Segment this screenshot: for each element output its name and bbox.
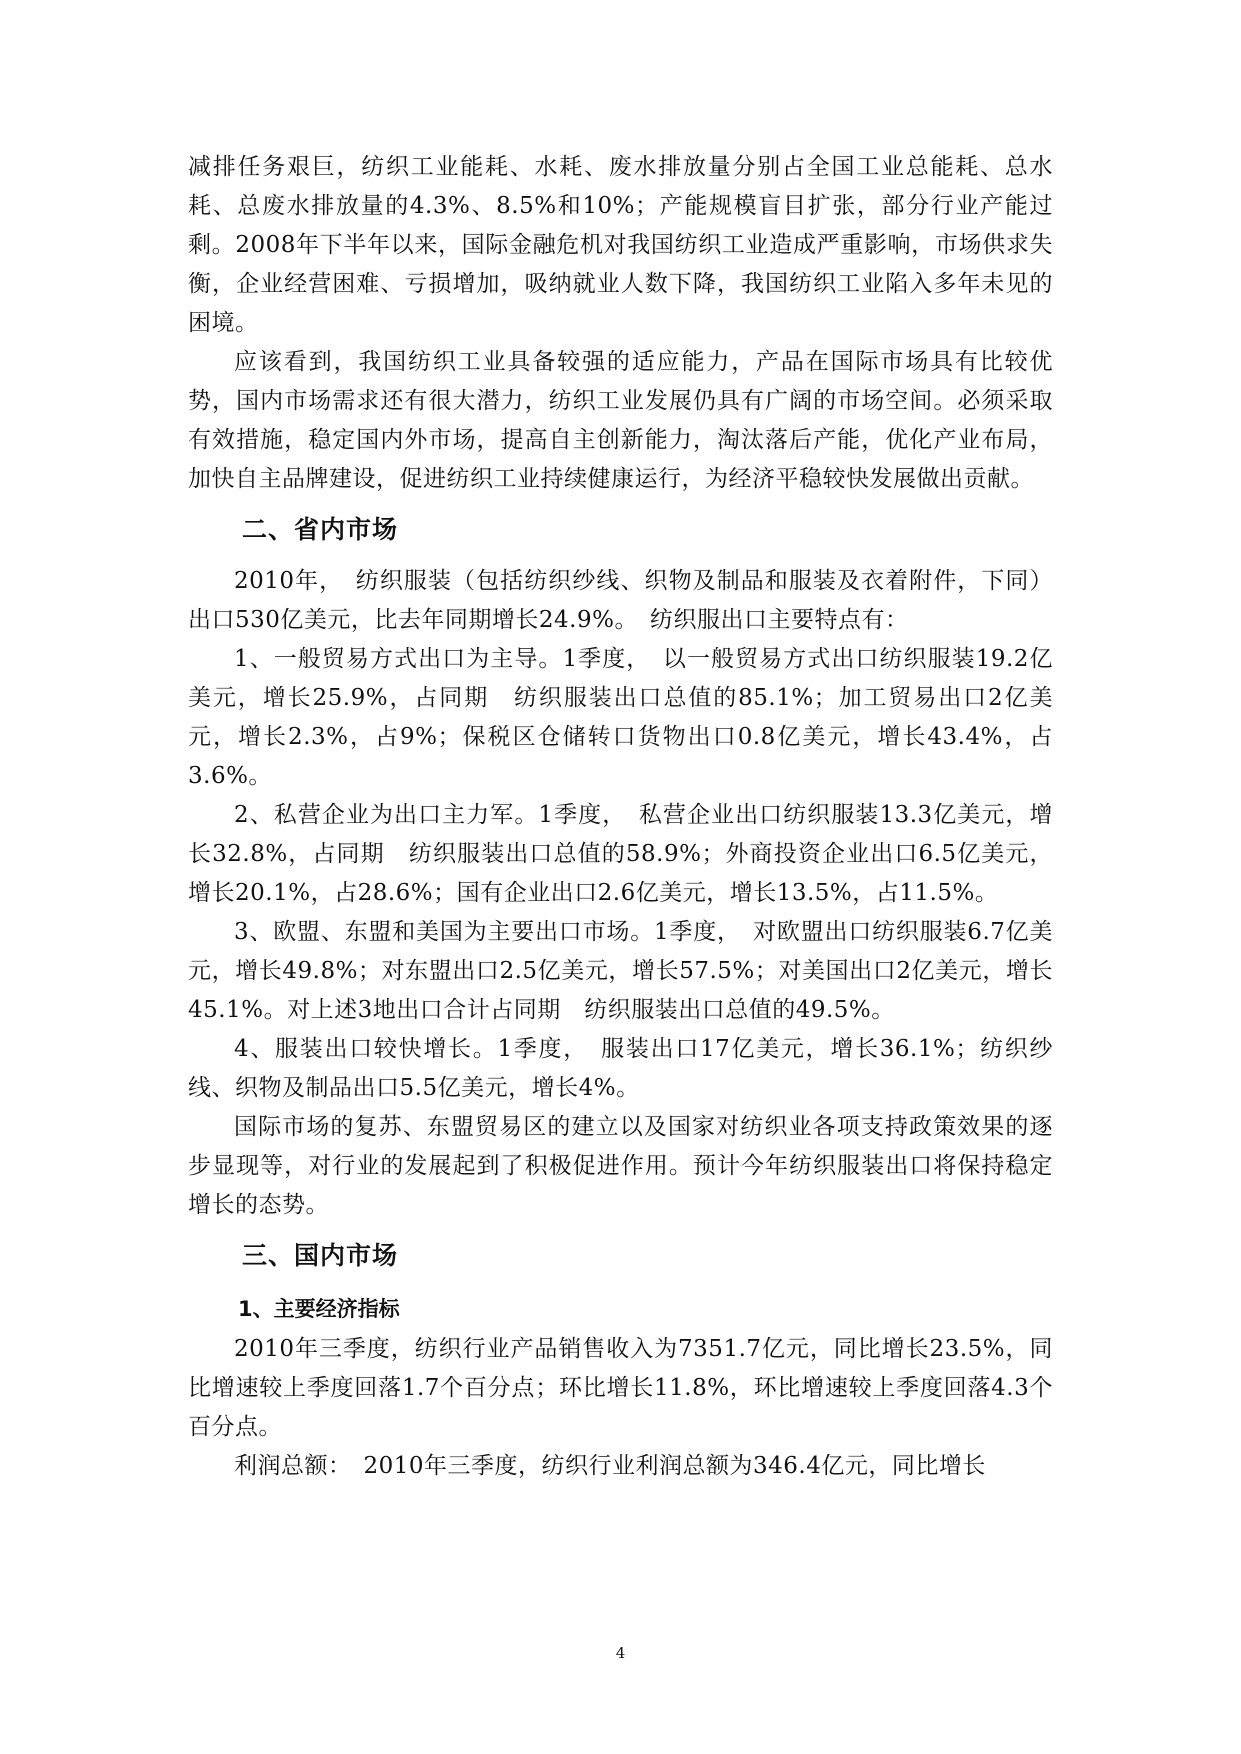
page-number: 4	[615, 1644, 626, 1662]
paragraph-export-outlook: 国际市场的复苏、东盟贸易区的建立以及国家对纺织业各项支持政策效果的逐步显现等，对行业的发展起到了积极促进作用。预计今年纺织服装出口将保持稳定增长的态势。	[188, 1114, 1053, 1218]
paragraph-total-profit: 利润总额： 2010年三季度，纺织行业利润总额为346.4亿元，同比增长	[234, 1453, 986, 1479]
subheading-economic-indicators: 1、主要经济指标	[238, 1297, 400, 1321]
paragraph-continuation: 减排任务艰巨，纺织工业能耗、水耗、废水排放量分别占全国工业总能耗、总水耗、总废水排放量的4.3%、8.5%和10%；产能规模盲目扩张，部分行业产能过剩。2008年下半年以来，国际金融危机对我国纺织工业造成严重影响，市场供求失衡，企业经营困难、亏损增加，吸纳就业人数下降，我国纺织工业陷入多年未见的困境。	[188, 154, 1053, 336]
document-page	[188, 148, 1053, 1486]
section-heading-domestic-market: 三、国内市场	[242, 1241, 399, 1270]
section-heading-provincial-market: 二、省内市场	[242, 515, 399, 544]
paragraph-export-intro: 2010年， 纺织服装（包括纺织纱线、织物及制品和服装及衣着附件，下同）出口530亿美元，比去年同期增长24.9%。 纺织服出口主要特点有：	[188, 568, 1053, 633]
paragraph-outlook: 应该看到，我国纺织工业具备较强的适应能力，产品在国际市场具有比较优势，国内市场需求还有很大潜力，纺织工业发展仍具有广阔的市场空间。必须采取有效措施，稳定国内外市场，提高自主创新能力，淘汰落后产能，优化产业布局，加快自主品牌建设，促进纺织工业持续健康运行，为经济平稳较快发展做出贡献。	[188, 349, 1053, 492]
paragraph-private-enterprise: 2、私营企业为出口主力军。1季度， 私营企业出口纺织服装13.3亿美元，增长32.8%，占同期 纺织服装出口总值的58.9%；外商投资企业出口6.5亿美元，增长20.1%，占28.6%；国有企业出口2.6亿美元，增长13.5%，占11.5%。	[188, 802, 1053, 906]
paragraph-apparel-growth: 4、服装出口较快增长。1季度， 服装出口17亿美元，增长36.1%；纺织纱线、织物及制品出口5.5亿美元，增长4%。	[188, 1036, 1053, 1101]
paragraph-export-markets: 3、欧盟、东盟和美国为主要出口市场。1季度， 对欧盟出口纺织服装6.7亿美元，增长49.8%；对东盟出口2.5亿美元，增长57.5%；对美国出口2亿美元，增长45.1%。对上述3地出口合计占同期 纺织服装出口总值的49.5%。	[188, 919, 1053, 1023]
paragraph-sales-revenue: 2010年三季度，纺织行业产品销售收入为7351.7亿元，同比增长23.5%，同比增速较上季度回落1.7个百分点；环比增长11.8%，环比增速较上季度回落4.3个百分点。	[188, 1336, 1053, 1440]
paragraph-general-trade: 1、一般贸易方式出口为主导。1季度， 以一般贸易方式出口纺织服装19.2亿美元，增长25.9%，占同期 纺织服装出口总值的85.1%；加工贸易出口2亿美元，增长2.3%，占9%；保税区仓储转口货物出口0.8亿美元，增长43.4%，占3.6%。	[188, 646, 1053, 789]
